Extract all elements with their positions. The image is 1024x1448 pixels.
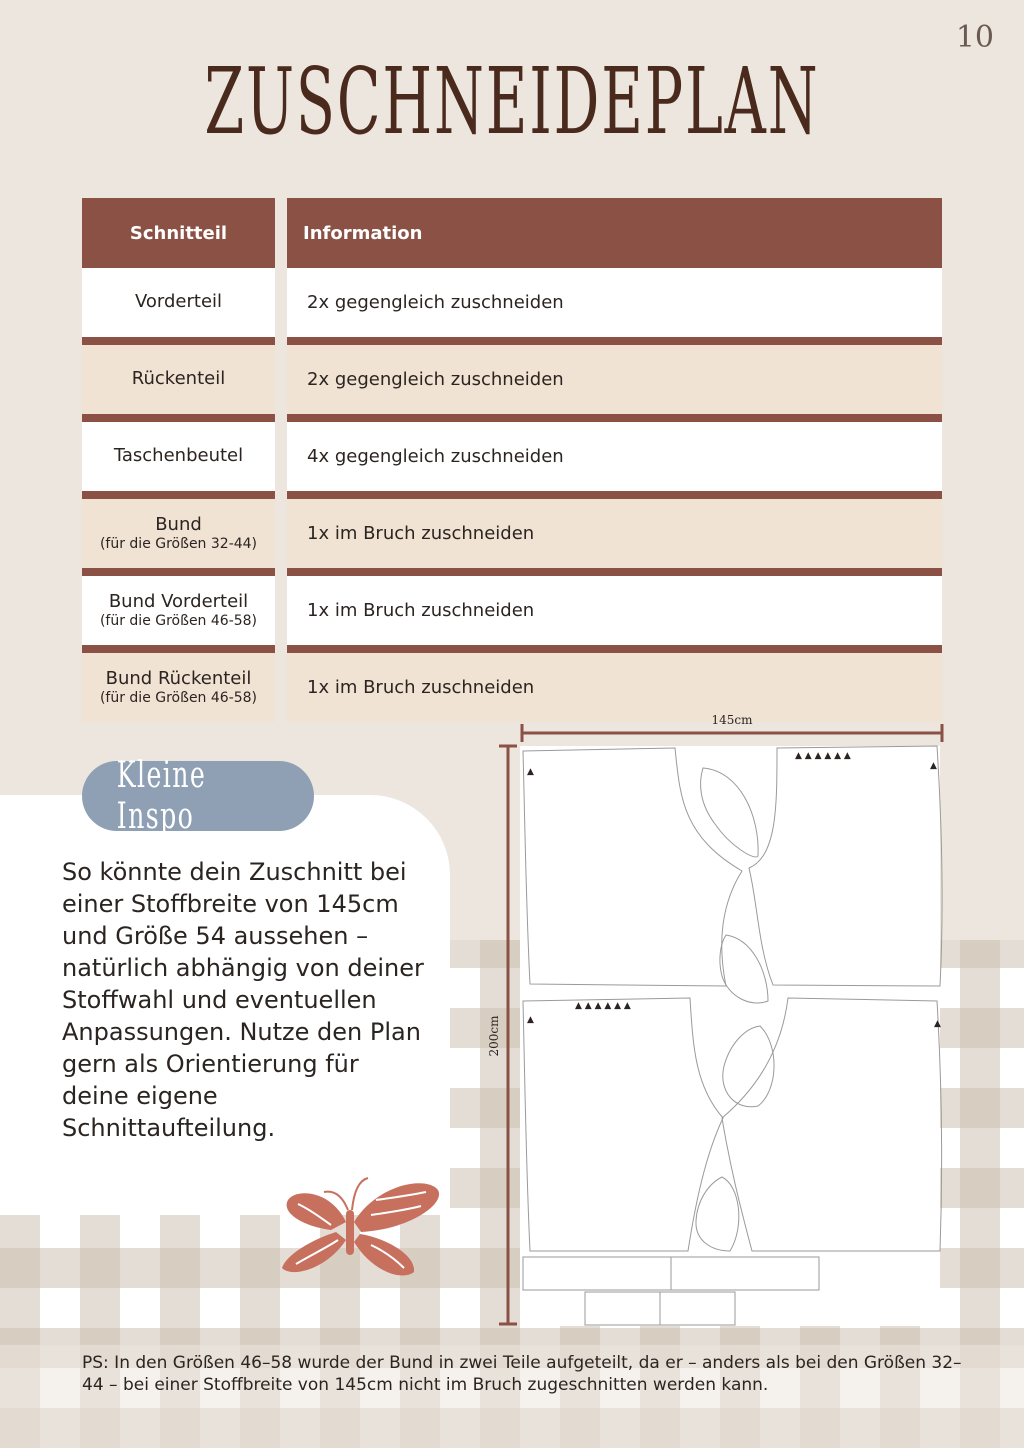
separator-left [82,414,275,422]
table-row [82,345,942,414]
butterfly-wing-lower-right [354,1234,414,1275]
inspo-text: So könnte dein Zuschnitt bei einer Stoffbreite von 145cm und Größe 54 aussehen – natürlich abhängig von deiner Stoffwahl und eventuellen Anpassungen. Nutze den Plan gern als Orientierung für deine eigene Schnittaufteilung. [62,858,424,1142]
width-label: 145cm [711,713,753,727]
cell-info: 1x im Bruch zuschneiden [287,499,942,568]
table-row [82,576,942,645]
separator-right [287,645,942,653]
part-name: Taschenbeutel [113,445,244,467]
part-name: Bund [155,514,202,536]
cell-part [82,268,275,337]
cell-part [82,345,275,414]
inspo-badge [82,755,314,837]
page-number: 10 [955,20,994,55]
cell-part [82,653,275,722]
row-separator [82,337,942,345]
part-name: Rückenteil [131,368,226,390]
notch-mark: ▲ ▲ ▲ ▲ ▲ ▲ [795,751,851,761]
butterfly-wing-lower-left [282,1232,346,1272]
part-note: (für die Größen 32-44) [99,535,258,552]
butterfly [282,1183,439,1275]
cell-part [82,499,275,568]
butterfly-illustration [276,1170,444,1282]
separator-right [287,568,942,576]
row-separator [82,645,942,653]
cell-info: 2x gegengleich zuschneiden [287,345,942,414]
part-note: (für die Größen 46-58) [99,612,258,629]
table-row [82,422,942,491]
butterfly-body [346,1210,354,1255]
separator-right [287,414,942,422]
notch-mark: ▲ [930,761,937,771]
header-info: Information [287,198,942,268]
height-label: 200cm [487,1015,501,1057]
cell-info: 1x im Bruch zuschneiden [287,576,942,645]
part-note: (für die Größen 46-58) [99,689,258,706]
separator-left [82,337,275,345]
inspo-badge-label: Kleine Inspo [116,755,207,837]
table-body [82,268,942,722]
separator-left [82,491,275,499]
cell-part [82,422,275,491]
notch-mark: ▲ ▲ ▲ ▲ ▲ ▲ [575,1001,631,1011]
cutting-plan-diagram [487,706,960,1336]
cell-info: 1x im Bruch zuschneiden [287,653,942,722]
separator-left [82,568,275,576]
notch-mark: ▲ [527,767,534,777]
separator-right [287,337,942,345]
butterfly-wing-upper-left [287,1193,346,1230]
cell-part [82,576,275,645]
part-name: Bund Vorderteil [108,591,249,613]
row-separator [82,414,942,422]
footnote: PS: In den Größen 46–58 wurde der Bund in zwei Teile aufgeteilt, da er – anders als bei den Größen 32–44 – bei einer Stoffbreite von 145cm nicht im Bruch zugeschnitten werden kann. [82,1353,962,1395]
part-name: Bund Rückenteil [105,668,252,690]
notch-mark: ▲ [934,1019,941,1029]
fabric-area [520,746,940,1326]
table-row [82,499,942,568]
row-separator [82,491,942,499]
cutting-table [82,198,942,722]
cell-info: 2x gegengleich zuschneiden [287,268,942,337]
row-separator [82,568,942,576]
part-name: Vorderteil [134,291,223,313]
antenna-right [352,1178,368,1210]
cell-info: 4x gegengleich zuschneiden [287,422,942,491]
table-header [82,198,942,268]
table-row [82,268,942,337]
header-part: Schnitteil [82,198,275,268]
separator-left [82,645,275,653]
notch-mark: ▲ [527,1015,534,1025]
separator-right [287,491,942,499]
butterfly-wing-upper-right [354,1183,439,1232]
page-title: ZUSCHNEIDEPLAN [204,48,820,155]
